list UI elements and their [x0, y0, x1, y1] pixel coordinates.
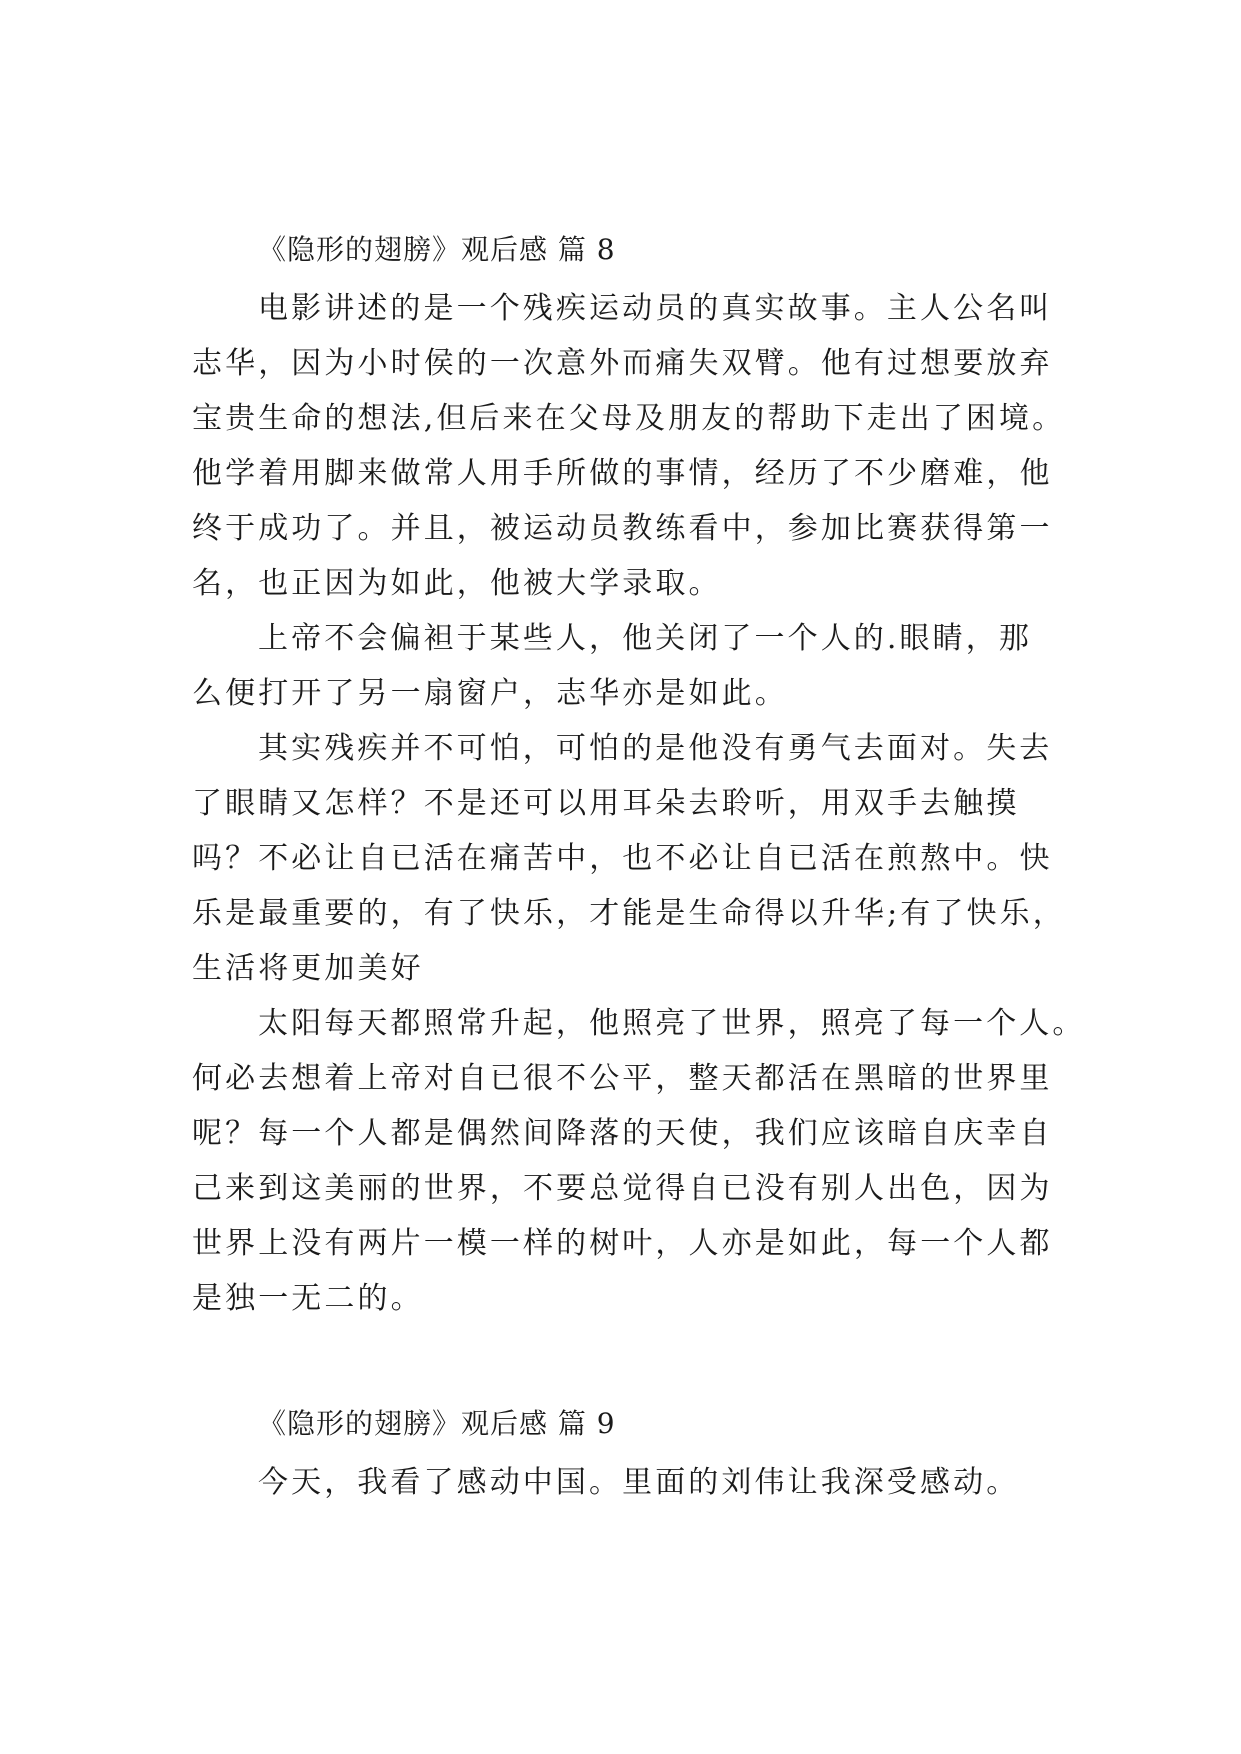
text-line: 宝贵生命的想法,但后来在父母及朋友的帮助下走出了困境。 [192, 401, 1066, 436]
text-line: 电影讲述的是一个残疾运动员的真实故事。主人公名叫 [258, 291, 1053, 326]
text-line: 何必去想着上帝对自已很不公平，整天都活在黑暗的世界里 [192, 1061, 1053, 1096]
text-line: 吗？不必让自已活在痛苦中，也不必让自已活在煎熬中。快 [192, 841, 1053, 876]
text-line: 上帝不会偏袒于某些人，他关闭了一个人的.眼睛，那 [258, 621, 1032, 656]
text-line: 呢？每一个人都是偶然间降落的天使，我们应该暗自庆幸自 [192, 1116, 1053, 1151]
text-line: 志华，因为小时侯的一次意外而痛失双臂。他有过想要放弃 [192, 346, 1053, 381]
section-8-heading: 《隐形的翅膀》观后感 篇 8 [258, 233, 616, 266]
text-line: 么便打开了另一扇窗户，志华亦是如此。 [192, 676, 788, 711]
text-line: 其实残疾并不可怕，可怕的是他没有勇气去面对。失去 [258, 731, 1053, 766]
section-9-heading: 《隐形的翅膀》观后感 篇 9 [258, 1407, 616, 1440]
text-line: 乐是最重要的，有了快乐，才能是生命得以升华;有了快乐， [192, 896, 1066, 931]
text-line: 是独一无二的。 [192, 1281, 424, 1316]
text-line: 名，也正因为如此，他被大学录取。 [192, 566, 722, 601]
text-line: 己来到这美丽的世界，不要总觉得自已没有别人出色，因为 [192, 1171, 1053, 1206]
text-line: 他学着用脚来做常人用手所做的事情，经历了不少磨难，他 [192, 456, 1053, 491]
text-line: 终于成功了。并且，被运动员教练看中，参加比赛获得第一 [192, 511, 1053, 546]
text-line: 了眼睛又怎样？不是还可以用耳朵去聆听，用双手去触摸 [192, 786, 1020, 821]
text-line: 世界上没有两片一模一样的树叶，人亦是如此，每一个人都 [192, 1226, 1053, 1261]
text-line: 太阳每天都照常升起，他照亮了世界，照亮了每一个人。 [258, 1006, 1086, 1041]
text-line: 生活将更加美好 [192, 951, 424, 986]
text-line: 今天，我看了感动中国。里面的刘伟让我深受感动。 [258, 1465, 1020, 1500]
